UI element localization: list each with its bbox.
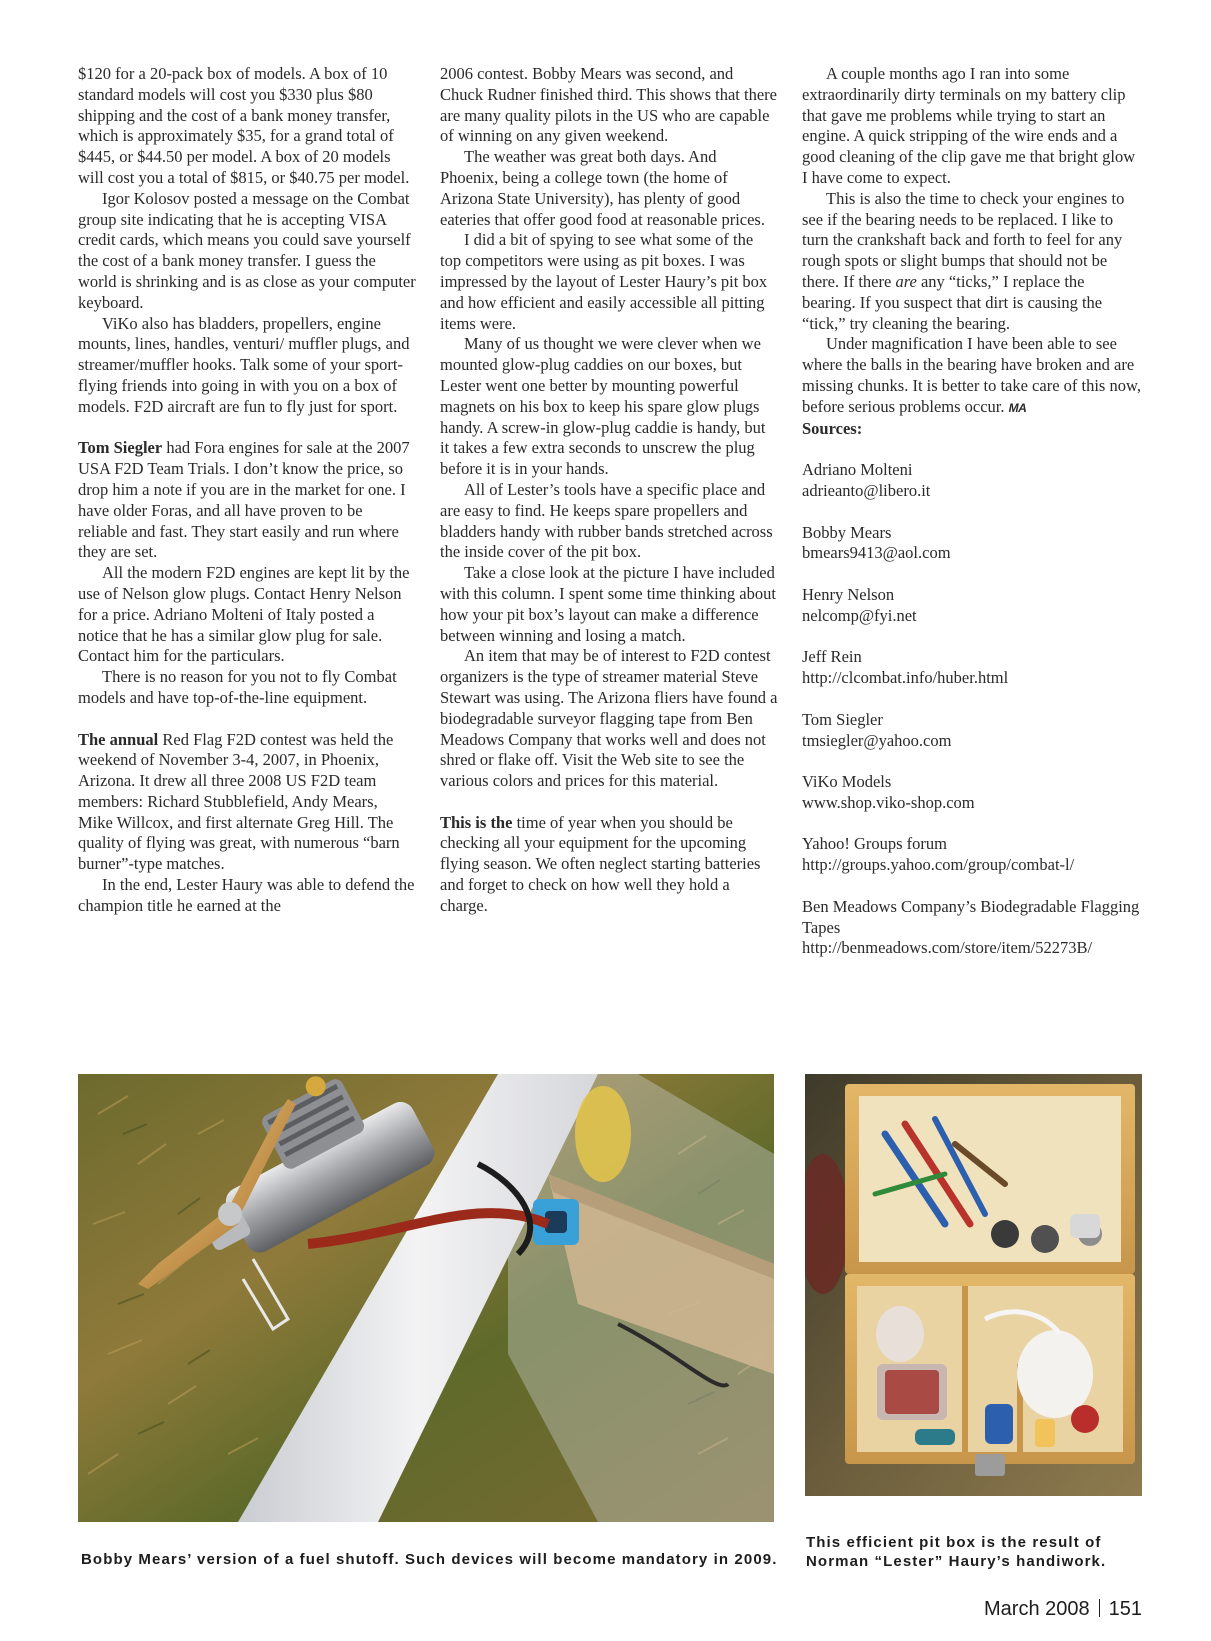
paragraph-body: had Fora engines for sale at the 2007 USA F2D Team Trials. I don’t know the price, so drop him a note if you are in the market for one. I have older Foras, and all have proven to be reliable and fast. They start easily and run where they are set. bbox=[78, 438, 410, 562]
source-name: Henry Nelson bbox=[802, 584, 895, 604]
paragraph: ViKo also has bladders, propellers, engine mounts, lines, handles, venturi/ muffler plugs, and streamer/muffler hooks. Talk some of your sport-flying friends into going in with you on a box of models. F2D aircraft are fun to fly just for sport. bbox=[78, 313, 410, 416]
page-number: 151 bbox=[1108, 1598, 1142, 1620]
source-contact[interactable]: www.shop.viko-shop.com bbox=[802, 792, 975, 812]
paragraph: In the end, Lester Haury was able to defend the champion title he earned at the bbox=[78, 875, 415, 915]
paragraph: I did a bit of spying to see what some of the top competitors were using as pit boxes. I was impressed by the layout of Lester Haury’s pit box and how efficient and easily accessible all pitting items were. bbox=[440, 230, 768, 333]
source-entry bbox=[802, 647, 1142, 689]
fuel-shutoff-illustration bbox=[78, 1074, 774, 1522]
paragraph: 2006 contest. Bobby Mears was second, and Chuck Rudner finished third. This shows that there are many quality pilots in the US who are capable of winning on any given weekend. bbox=[440, 64, 777, 146]
ma-end-mark: MA bbox=[1008, 400, 1027, 415]
source-contact[interactable]: http://groups.yahoo.com/group/combat-l/ bbox=[802, 855, 1075, 875]
paragraph-body: This is also the time to check your engines to see if the bearing needs to be replaced. I like to turn the crankshaft back and forth to feel for any rough spots or slight bumps that should not be there. If there bbox=[802, 188, 1125, 291]
text-column-3 bbox=[802, 64, 1142, 959]
paragraph bbox=[440, 813, 778, 917]
paragraph: All the modern F2D engines are kept lit by the use of Nelson glow plugs. Contact Henry Nelson for a price. Adriano Molteni of Italy posted a notice that he has a similar glow plug for sale. Contact him for the particulars. bbox=[78, 563, 410, 666]
source-name: Ben Meadows Company’s Biodegradable Flagging Tapes bbox=[802, 896, 1140, 937]
source-contact[interactable]: tmsiegler@yahoo.com bbox=[802, 730, 952, 750]
source-entry bbox=[802, 897, 1142, 959]
text-column-2 bbox=[440, 64, 778, 917]
source-contact[interactable]: bmears9413@aol.com bbox=[802, 543, 951, 563]
paragraph: Many of us thought we were clever when we mounted glow-plug caddies on our boxes, but Lester went one better by mounting powerful magnets on his box to keep his spare glow plugs handy. A screw-in glow-plug caddie is handy, but it takes a few extra seconds to unscrew the plug before it is in your hands. bbox=[440, 334, 766, 479]
paragraph-body: any “ticks,” I replace the bearing. If you suspect that dirt is causing the “tick,” try cleaning the bearing. bbox=[802, 271, 1103, 333]
fuel-shutoff-photo bbox=[78, 1074, 774, 1522]
paragraph bbox=[802, 334, 1142, 418]
paragraph bbox=[78, 438, 416, 563]
source-contact[interactable]: http://clcombat.info/huber.html bbox=[802, 668, 1009, 688]
paragraph-body: time of year when you should be checking all your equipment for the upcoming flying season. We often neglect starting batteries and forget to check on how well they hold a charge. bbox=[440, 812, 761, 915]
paragraph bbox=[802, 189, 1142, 335]
paragraph-lead: Tom Siegler bbox=[78, 438, 163, 458]
pit-box-illustration bbox=[805, 1074, 1142, 1496]
paragraph: Take a close look at the picture I have included with this column. I spent some time thinking about how your pit box’s layout can make a difference between winning and losing a match. bbox=[440, 563, 776, 645]
source-entry bbox=[802, 710, 1142, 752]
issue-date: March 2008 bbox=[984, 1598, 1090, 1620]
source-name: Tom Siegler bbox=[802, 709, 883, 729]
paragraph: There is no reason for you not to fly Combat models and have top-of-the-line equipment. bbox=[78, 667, 397, 707]
source-name: Yahoo! Groups forum bbox=[802, 834, 947, 854]
source-entry bbox=[802, 585, 1142, 627]
pit-box-photo bbox=[805, 1074, 1142, 1496]
paragraph-body: Under magnification I have been able to see where the balls in the bearing have broken and are missing chunks. It is better to take care of this now, before serious problems occur. bbox=[802, 334, 1141, 416]
folio-divider bbox=[1099, 1599, 1100, 1617]
paragraph: An item that may be of interest to F2D contest organizers is the type of streamer material Steve Stewart was using. The Arizona fliers have found a biodegradable surveyor flagging tape from Ben Meadows Company that works well and does not shred or flake off. Visit the Web site to see the various colors and prices for this material. bbox=[440, 646, 778, 791]
paragraph: The weather was great both days. And Phoenix, being a college town (the home of Arizona State University), has plenty of good eateries that offer good food at reasonable prices. bbox=[440, 147, 765, 229]
paragraph: A couple months ago I ran into some extraordinarily dirty terminals on my battery clip that gave me problems while trying to start an engine. A quick stripping of the wire ends and a good cleaning of the clip gave me that bright glow I have come to expect. bbox=[802, 64, 1136, 187]
paragraph: Igor Kolosov posted a message on the Combat group site indicating that he is accepting VISA credit cards, which means you could save yourself the cost of a bank money transfer. I guess the world is shrinking and is as close as your computer keyboard. bbox=[78, 188, 416, 312]
source-name: Adriano Molteni bbox=[802, 460, 913, 480]
emphasis: are bbox=[895, 271, 917, 291]
source-name: ViKo Models bbox=[802, 772, 892, 792]
text-column-1 bbox=[78, 64, 416, 917]
paragraph bbox=[78, 730, 416, 876]
page-folio bbox=[984, 1598, 1142, 1621]
source-contact[interactable]: http://benmeadows.com/store/item/52273B/ bbox=[802, 938, 1093, 958]
source-entry bbox=[802, 460, 1142, 502]
fuel-shutoff-caption: Bobby Mears’ version of a fuel shutoff. Such devices will become mandatory in 2009. bbox=[81, 1551, 778, 1568]
source-contact[interactable]: nelcomp@fyi.net bbox=[802, 605, 917, 625]
source-name: Bobby Mears bbox=[802, 522, 892, 542]
source-contact[interactable]: adrieanto@libero.it bbox=[802, 480, 931, 500]
source-entry bbox=[802, 523, 1142, 565]
paragraph-lead: The annual bbox=[78, 729, 159, 749]
paragraph: $120 for a 20-pack box of models. A box of 10 standard models will cost you $330 plus $80 shipping and the cost of a bank money transfer, which is approximately $35, for a grand total of $445, or $44.50 per model. A box of 20 models will cost you a total of $815, or $40.75 per model. bbox=[78, 64, 410, 187]
source-entry bbox=[802, 834, 1142, 876]
paragraph-body: Red Flag F2D contest was held the weekend of November 3-4, 2007, in Phoenix, Arizona. It drew all three 2008 US F2D team members: Richard Stubblefield, Andy Mears, Mike Willcox, and first alternate Greg Hill. The quality of flying was great, with numerous “barn burner”-type matches. bbox=[78, 729, 400, 874]
paragraph: All of Lester’s tools have a specific place and are easy to find. He keeps spare propellers and bladders handy with rubber bands stretched across the inside cover of the pit box. bbox=[440, 479, 773, 562]
source-name: Jeff Rein bbox=[802, 647, 862, 667]
source-entry bbox=[802, 772, 1142, 814]
paragraph-lead: This is the bbox=[440, 812, 513, 832]
sources-list bbox=[802, 460, 1142, 959]
pit-box-caption: This efficient pit box is the result of Norman “Lester” Haury’s handiwork. bbox=[806, 1534, 1107, 1570]
sources-heading: Sources: bbox=[802, 418, 863, 438]
